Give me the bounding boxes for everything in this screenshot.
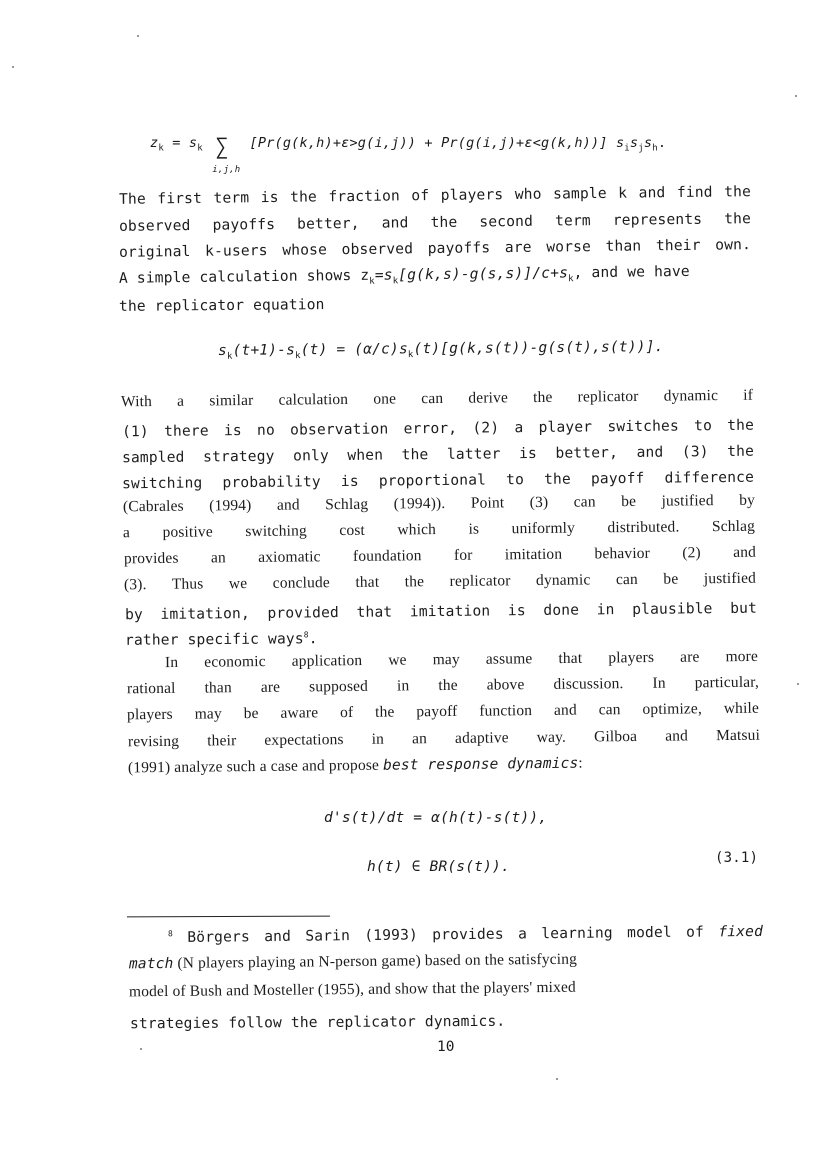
equation-br-line1: [324, 810, 547, 826]
paragraph-line: (Cabrales (1994) and Schlag (1994)). Point (3) can be justified by: [122, 491, 756, 516]
paragraph-line: original k-users whose observed payoffs are worse than their own.: [118, 236, 752, 261]
eq-subscript: k: [197, 143, 203, 154]
paragraph-line: [119, 262, 751, 290]
eq-subscript: i: [624, 143, 630, 154]
paragraph-line: In economic application we may assume that players are more: [164, 647, 759, 672]
eq-subscript: j: [638, 143, 644, 154]
text-run: (1991) analyze such a case and propose: [127, 756, 384, 777]
paragraph-line: players may be aware of the payoff function and can optimize, while: [126, 699, 760, 724]
eq-body: d's(t)/dt = α(h(t)-s(t)),: [324, 810, 548, 826]
eq-subscript: h: [652, 143, 658, 154]
emphasis: fixed: [718, 922, 764, 941]
scan-speck: [137, 35, 139, 37]
paragraph-line: rational than are supposed in the above discussion. In particular,: [126, 673, 760, 698]
paragraph-line: revising their expectations in an adaptive way. Gilboa and Matsui: [127, 726, 761, 751]
paragraph-line: With a similar calculation one can derive the replicator dynamic if: [120, 386, 754, 411]
scan-speck: [12, 66, 14, 68]
math-run: [g(k,s)-g(s,s)]/c+s: [398, 264, 569, 284]
text-run: (N players playing an N-person game) based on the satisfycing: [173, 950, 578, 972]
math-run: =s: [374, 266, 393, 284]
equation-replicator: [218, 339, 664, 362]
text-run: :: [578, 754, 583, 772]
footnote-line: [129, 951, 577, 974]
paragraph-line: (3). Thus we conclude that the replicator dynamic can be justified: [123, 569, 757, 594]
subscript: k: [369, 276, 375, 287]
summation-sign: ∑: [215, 135, 229, 160]
eq-subscript: k: [226, 351, 233, 362]
text-run: rather specific ways: [124, 630, 304, 649]
equation-number: (3.1): [715, 850, 759, 866]
eq-subscript: k: [407, 350, 414, 361]
equation-br-line2: [367, 859, 510, 875]
paragraph-line: The first term is the fraction of players who sample k and find the: [118, 183, 752, 208]
paragraph-line: observed payoffs better, and the second term represents the: [118, 210, 752, 235]
subscript: k: [392, 276, 399, 287]
eq-symbol: = s: [163, 135, 198, 151]
emphasis: match: [128, 955, 174, 973]
equation-zk: [150, 135, 667, 175]
scan-speck: [797, 683, 799, 685]
paragraph-line: the replicator equation: [118, 296, 325, 315]
paragraph-line: switching probability is proportional to the payoff difference: [121, 468, 755, 493]
paragraph-line: by imitation, provided that imitation is done in plausible but: [124, 599, 758, 624]
paragraph-line: a positive switching cost which is uniformly distributed. Schlag: [122, 517, 756, 542]
text-run: A simple calculation shows z: [118, 266, 370, 287]
eq-symbol: s: [643, 135, 653, 151]
footnote-line: [168, 923, 763, 946]
subscript: k: [568, 274, 574, 285]
eq-symbol: s: [217, 342, 228, 359]
eq-symbol: z: [150, 135, 159, 151]
eq-symbol: (t+1)-s: [232, 342, 296, 359]
eq-symbol: s: [629, 135, 639, 151]
text-run: .: [308, 630, 318, 648]
summation-index: i,j,h: [212, 165, 241, 175]
paragraph-line: [128, 755, 583, 778]
paragraph-line: [125, 630, 318, 649]
scan-speck: [795, 95, 797, 97]
page-number: 10: [437, 1039, 455, 1055]
footnote-line: model of Bush and Mosteller (1955), and show that the players' mixed: [128, 978, 576, 1001]
footnote-line: strategies follow the replicator dynamics.: [129, 1012, 506, 1033]
eq-symbol: (t) = (α/c)s: [300, 341, 408, 359]
eq-subscript: k: [158, 143, 164, 154]
paragraph-line: sampled strategy only when the latter is better, and (3) the: [121, 442, 755, 467]
text-run: Börgers and Sarin (1993) provides a learning model of: [172, 923, 719, 947]
footnote-marker: 8: [167, 929, 173, 939]
paragraph-line: (1) there is no observation error, (2) a player switches to the: [121, 416, 755, 441]
scan-speck: [556, 1078, 558, 1080]
eq-body: h(t) ∈ BR(s(t)).: [367, 859, 510, 875]
paragraph-line: provides an axiomatic foundation for imitation behavior (2) and: [123, 543, 757, 568]
eq-body: [Pr(g(k,h)+ε>g(i,j)) + Pr(g(i,j)+ε<g(k,h))] s: [249, 135, 625, 151]
footnote-rule: [127, 916, 330, 918]
eq-subscript: k: [295, 351, 301, 362]
eq-end: .: [657, 135, 667, 151]
eq-symbol: (t)[g(k,s(t))-g(s(t),s(t))].: [413, 339, 664, 358]
scan-speck: [140, 1048, 142, 1050]
text-run: , and we have: [573, 262, 690, 282]
emphasis: best response dynamics: [382, 755, 579, 774]
footnote-marker: 8: [303, 630, 309, 640]
